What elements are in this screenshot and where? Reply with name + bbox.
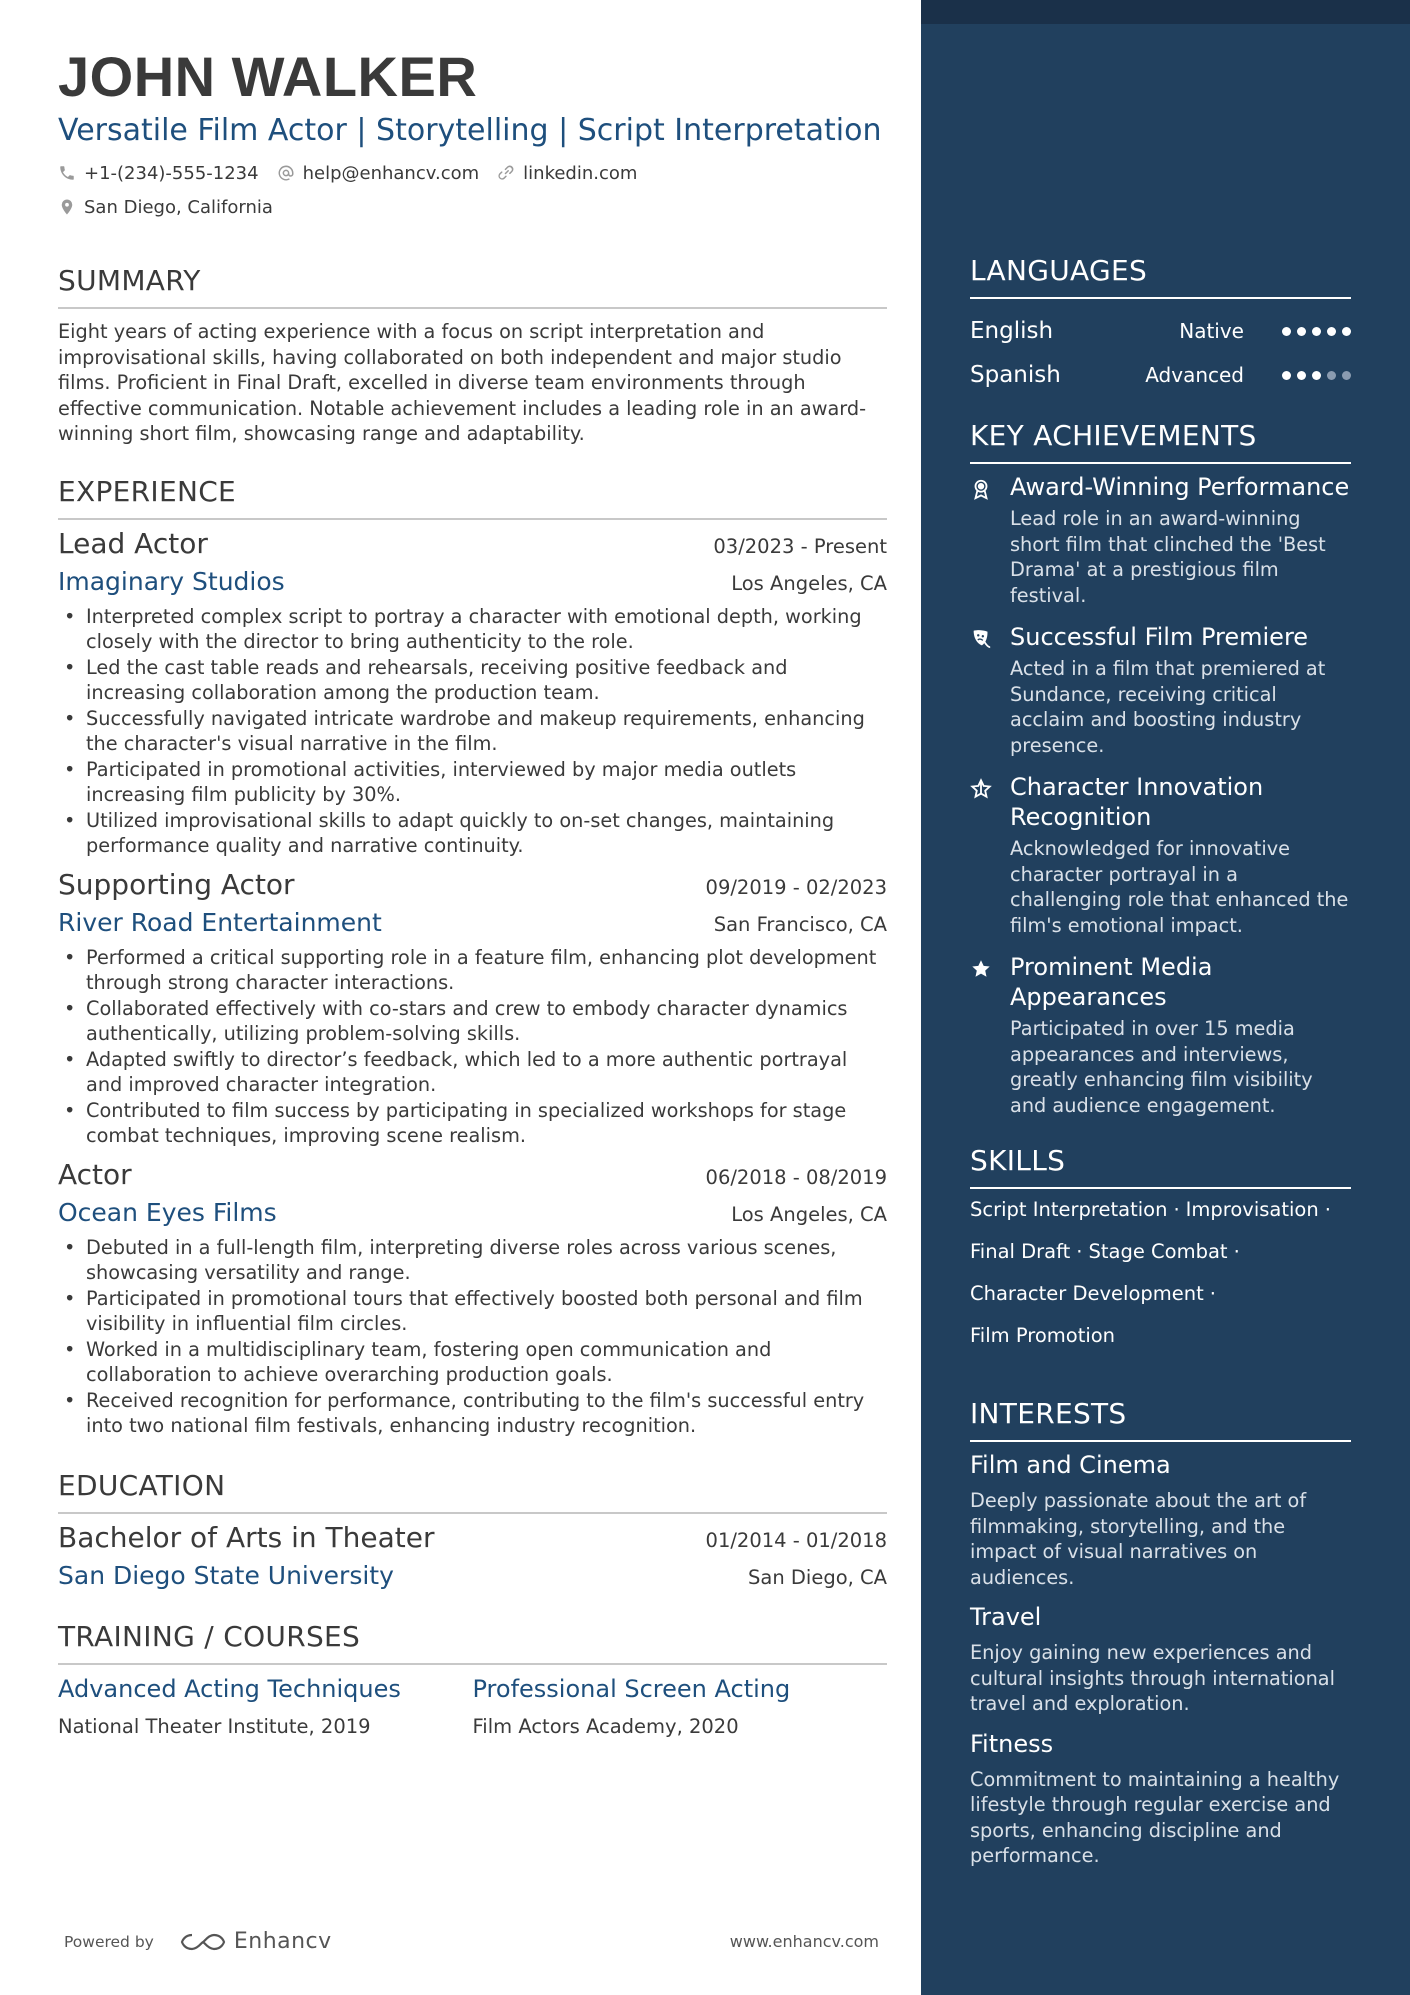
skills-heading: SKILLS: [970, 1144, 1351, 1189]
skill-item: Stage Combat: [1088, 1240, 1228, 1263]
school-location: San Diego, CA: [748, 1565, 887, 1589]
company-name: River Road Entertainment: [58, 907, 382, 937]
rating-dot-empty: [1342, 371, 1351, 380]
language-rating: [1276, 327, 1351, 336]
powered-by-label: Powered by: [64, 1932, 154, 1951]
interest-desc: Commitment to maintaining a healthy lifestyle through regular exercise and sports, enhancing discipline and performance.: [970, 1767, 1340, 1867]
job-bullets: [58, 604, 887, 859]
job-bullets: [58, 1235, 887, 1439]
sidebar-content: [970, 254, 1351, 1879]
degree-title: Bachelor of Arts in Theater: [58, 1520, 435, 1554]
drama-mask-icon: [970, 628, 992, 650]
interest-desc: Enjoy gaining new experiences and cultural insights through international travel and exploration.: [970, 1641, 1335, 1715]
course-item: [473, 1671, 888, 1743]
award-icon: [970, 478, 992, 500]
company-name: Imaginary Studios: [58, 566, 285, 596]
rating-dot-empty: [1327, 371, 1336, 380]
achievement-item: [970, 952, 1351, 1118]
skills-section: [970, 1144, 1351, 1357]
bullet-item: • Adapted swiftly to director’s feedback, which led to a more authentic portrayal and improved character integration.: [58, 1047, 887, 1098]
job-title: Actor: [58, 1157, 132, 1191]
summary-heading: SUMMARY: [58, 264, 887, 309]
footer: [64, 1929, 879, 1954]
education-heading: EDUCATION: [58, 1469, 887, 1514]
achievement-item: [970, 622, 1351, 758]
course-detail: National Theater Institute, 2019: [58, 1714, 371, 1738]
job-dates: 09/2019 - 02/2023: [705, 875, 887, 899]
phone-icon: [58, 164, 76, 182]
bullet-item: • Led the cast table reads and rehearsals, receiving positive feedback and increasing collaboration among the production team.: [58, 655, 887, 706]
language-level: Native: [1179, 319, 1244, 343]
sidebar-top-bar: [921, 0, 1410, 24]
job-location: San Francisco, CA: [713, 912, 887, 936]
company-name: Ocean Eyes Films: [58, 1197, 277, 1227]
bullet-item: • Participated in promotional tours that effectively boosted both personal and film visibility in influential film circles.: [58, 1286, 887, 1337]
language-rating: [1276, 371, 1351, 380]
bullet-item: • Performed a critical supporting role in a feature film, enhancing plot development through strong character interactions.: [58, 945, 887, 996]
achievement-title: Award-Winning Performance: [1010, 473, 1350, 501]
training-heading: TRAINING / COURSES: [58, 1620, 887, 1665]
candidate-name: JOHN WALKER: [58, 45, 478, 108]
achievement-title: Character Innovation Recognition: [1010, 773, 1264, 831]
skill-item: Film Promotion: [970, 1324, 1116, 1347]
job-entry: [58, 865, 887, 1149]
interest-item: [970, 1448, 1351, 1590]
interest-title: Film and Cinema: [970, 1451, 1171, 1479]
rating-dot-filled: [1327, 327, 1336, 336]
star-outline-icon: [970, 778, 992, 800]
job-location: Los Angeles, CA: [731, 571, 887, 595]
achievement-desc: Acknowledged for innovative character portrayal in a challenging role that enhanced the film's emotional impact.: [1010, 837, 1349, 937]
bullet-item: • Debuted in a full-length film, interpreting diverse roles across various scenes, showcasing versatility and range.: [58, 1235, 887, 1286]
achievement-desc: Lead role in an award-winning short film that clinched the 'Best Drama' at a prestigious film festival.: [1010, 507, 1326, 607]
interests-heading: INTERESTS: [970, 1397, 1351, 1442]
course-item: [58, 1671, 473, 1743]
job-location: Los Angeles, CA: [731, 1202, 887, 1226]
achievements-heading: KEY ACHIEVEMENTS: [970, 419, 1351, 464]
rating-dot-filled: [1282, 327, 1291, 336]
skills-list: Script Interpretation · Improvisation · Final Draft · Stage Combat · Character Development · Film Promotion: [970, 1198, 1331, 1347]
interest-title: Travel: [970, 1603, 1042, 1631]
linkedin-contact[interactable]: [497, 162, 637, 184]
at-icon: [277, 164, 295, 182]
brand-name: Enhancv: [233, 1929, 332, 1954]
skill-item: Improvisation: [1185, 1198, 1319, 1221]
rating-dot-filled: [1282, 371, 1291, 380]
language-name: English: [970, 318, 1054, 344]
bullet-item: • Interpreted complex script to portray a character with emotional depth, working closely with the director to bring authenticity to the role.: [58, 604, 887, 655]
achievements-section: [970, 419, 1351, 1118]
skill-item: Character Development: [970, 1282, 1204, 1305]
achievement-item: [970, 472, 1351, 608]
languages-heading: LANGUAGES: [970, 254, 1351, 299]
job-entry: [58, 1155, 887, 1439]
summary-text: Eight years of acting experience with a focus on script interpretation and improvisational skills, having collaborated on both independent and major studio films. Proficient in Final Draft, excelled in diverse team environments through effective communication. Notable achievement includes a leading role in an award-winning short film, showcasing range and adaptability.: [58, 320, 867, 445]
location-pin-icon: [58, 198, 76, 216]
rating-dot-filled: [1297, 371, 1306, 380]
skill-item: Final Draft: [970, 1240, 1071, 1263]
headline: Versatile Film Actor | Storytelling | Script Interpretation: [58, 113, 882, 148]
star-icon: [970, 958, 992, 980]
bullet-item: • Worked in a multidisciplinary team, fostering open communication and collaboration to achieve overarching production goals.: [58, 1337, 887, 1388]
education-section: [58, 1469, 887, 1594]
interest-title: Fitness: [970, 1729, 1054, 1758]
achievement-title: Successful Film Premiere: [1010, 623, 1309, 651]
language-name: Spanish: [970, 362, 1061, 388]
rating-dot-filled: [1312, 371, 1321, 380]
achievement-desc: Acted in a film that premiered at Sundance, receiving critical acclaim and boosting industry presence.: [1010, 657, 1326, 757]
email-text: help@enhancv.com: [302, 162, 480, 184]
location-text: San Diego, California: [84, 196, 273, 218]
link-icon: [497, 164, 515, 182]
rating-dot-filled: [1297, 327, 1306, 336]
language-level: Advanced: [1145, 363, 1244, 387]
email-contact[interactable]: [277, 162, 480, 184]
interest-item: [970, 1727, 1351, 1869]
course-detail: Film Actors Academy, 2020: [472, 1714, 739, 1738]
contact-info: [58, 162, 887, 218]
enhancv-logo-icon: [180, 1931, 226, 1953]
summary-section: [58, 264, 887, 447]
course-list: [58, 1671, 887, 1743]
linkedin-text: linkedin.com: [523, 162, 638, 184]
education-dates: 01/2014 - 01/2018: [705, 1528, 887, 1552]
language-item: [970, 309, 1351, 353]
bullet-item: • Participated in promotional activities, interviewed by major media outlets increasing film publicity by 30%.: [58, 757, 887, 808]
job-bullets: [58, 945, 887, 1149]
course-title: Advanced Acting Techniques: [58, 1674, 401, 1703]
achievement-item: [970, 772, 1351, 938]
interest-desc: Deeply passionate about the art of filmmaking, storytelling, and the impact of visual narratives on audiences.: [970, 1489, 1307, 1589]
skill-item: Script Interpretation: [970, 1198, 1168, 1221]
experience-heading: EXPERIENCE: [58, 475, 887, 520]
job-dates: 06/2018 - 08/2019: [705, 1165, 887, 1189]
website-link[interactable]: www.enhancv.com: [729, 1932, 879, 1951]
job-dates: 03/2023 - Present: [713, 534, 887, 558]
phone-contact[interactable]: [58, 162, 259, 184]
phone-text: +1-(234)-555-1234: [84, 162, 259, 184]
interests-section: [970, 1397, 1351, 1869]
bullet-item: • Collaborated effectively with co-stars and crew to embody character dynamics authentically, utilizing problem-solving skills.: [58, 996, 887, 1047]
languages-section: [970, 254, 1351, 397]
job-title: Lead Actor: [58, 526, 208, 560]
interest-item: [970, 1600, 1351, 1717]
powered-by[interactable]: [64, 1929, 332, 1954]
bullet-item: • Successfully navigated intricate wardrobe and makeup requirements, enhancing the character's visual narrative in the film.: [58, 706, 887, 757]
language-item: [970, 353, 1351, 397]
rating-dot-filled: [1342, 327, 1351, 336]
job-title: Supporting Actor: [58, 867, 295, 901]
achievement-desc: Participated in over 15 media appearances and interviews, greatly enhancing film visibility and audience engagement.: [1010, 1017, 1313, 1117]
experience-section: [58, 475, 887, 1439]
training-section: [58, 1620, 887, 1743]
bullet-item: • Received recognition for performance, contributing to the film's successful entry into two national film festivals, enhancing industry recognition.: [58, 1388, 887, 1439]
rating-dot-filled: [1312, 327, 1321, 336]
school-name: San Diego State University: [58, 1560, 394, 1590]
location-contact: [58, 196, 273, 218]
bullet-item: • Utilized improvisational skills to adapt quickly to on-set changes, maintaining performance quality and narrative continuity.: [58, 808, 887, 859]
bullet-item: • Contributed to film success by participating in specialized workshops for stage combat techniques, improving scene realism.: [58, 1098, 887, 1149]
job-entry: [58, 524, 887, 859]
achievement-title: Prominent Media Appearances: [1010, 953, 1213, 1011]
course-title: Professional Screen Acting: [472, 1674, 791, 1703]
main-column: [58, 44, 887, 1743]
